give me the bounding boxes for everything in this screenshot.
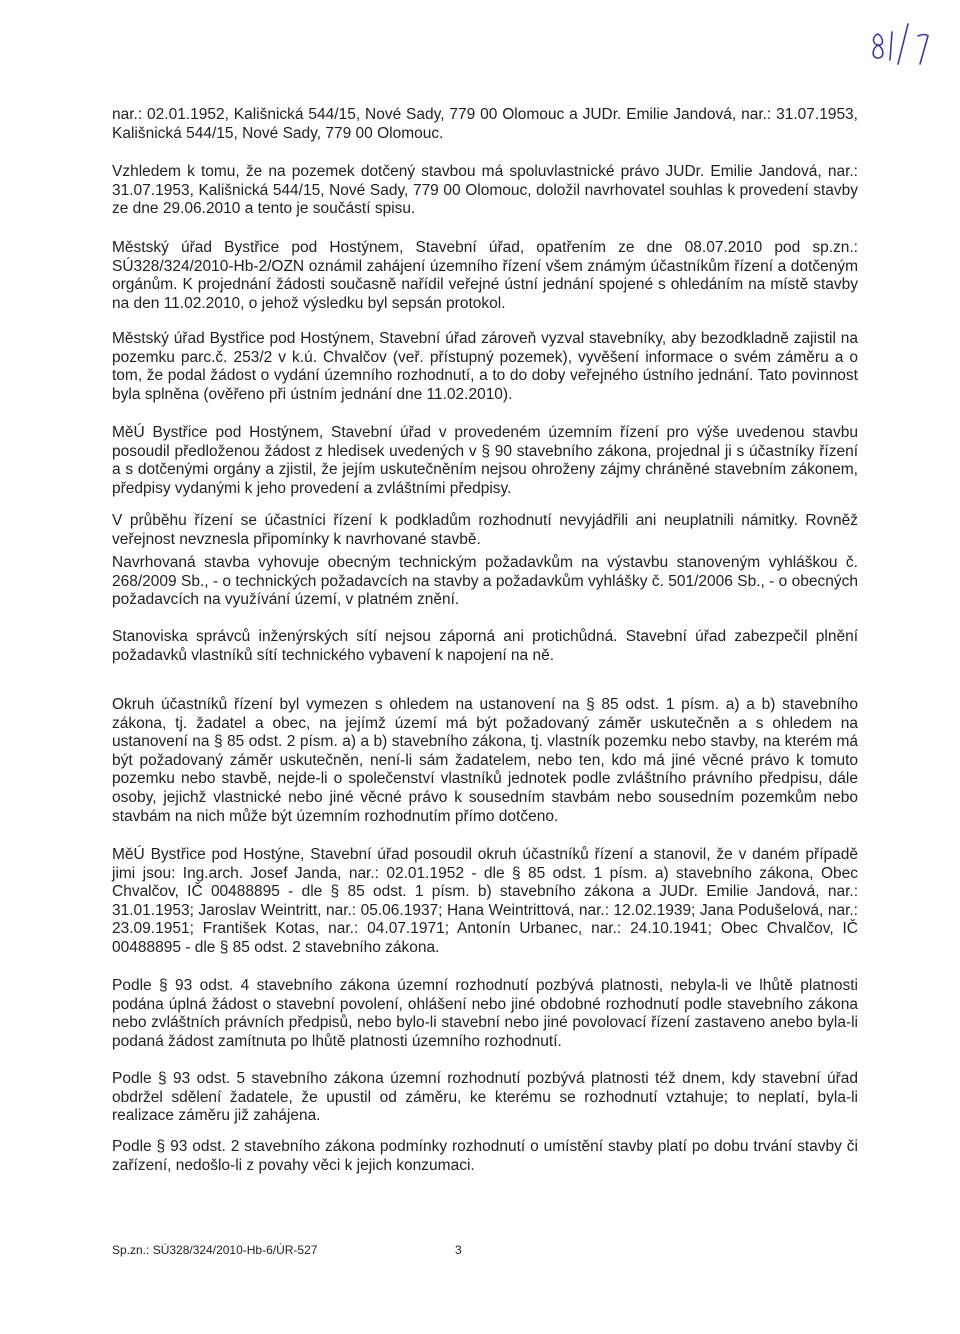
handwritten-page-mark: [868, 20, 938, 66]
paragraph-technical-requirements: Navrhovaná stavba vyhovuje obecným technickým požadavkům na výstavbu stanoveným vyhláškou č. 268/2009 Sb., - o technických požadavcích na stavby a požadavkům vyhlášky č. 501/2006 Sb., - o obecných požadavcích na využívání území, v platném znění.: [112, 554, 858, 609]
paragraph-participants-list: MěÚ Bystřice pod Hostýne, Stavební úřad posoudil okruh účastníků řízení a stanovil, že v daném případě jimi jsou: Ing.arch. Josef Janda, nar.: 02.01.1952 - dle § 85 odst. 1 písm. a) stavebního zákona, Obec Chvalčov, IČ 00488895 - dle § 85 odst. 1 písm. b) stavebního zákona a JUDr. Emilie Jandová, nar.: 31.01.1953; Jaroslav Weintritt, nar.: 05.06.1937; Hana Weintrittová, nar.: 12.02.1939; Jana Podušelová, nar.: 23.09.1951; František Kotas, nar.: 04.07.1971; Antonín Urbanec, nar.: 24.10.1941; Obec Chvalčov, IČ 00488895 - dle § 85 odst. 2 stavebního zákona.: [112, 846, 858, 956]
paragraph-owners-continued: nar.: 02.01.1952, Kališnická 544/15, Nové Sady, 779 00 Olomouc a JUDr. Emilie Jandová, nar.: 31.07.1953, Kališnická 544/15, Nové Sady, 779 00 Olomouc.: [112, 106, 858, 142]
paragraph-validity-section-5: Podle § 93 odst. 5 stavebního zákona územní rozhodnutí pozbývá platnosti též dnem, kdy stavební úřad obdržel sdělení žadatele, že upustil od záměru, ke kterému se rozhodnutí vztahuje; to neplatí, byla-li realizace záměru již zahájena.: [112, 1070, 858, 1125]
paragraph-co-owner-consent: Vzhledem k tomu, že na pozemek dotčený stavbou má spoluvlastnické právo JUDr. Emilie Jandová, nar.: 31.07.1953, Kališnická 544/15, Nové Sady, 779 00 Olomouc, doložil navrhovatel souhlas k provedení stavby ze dne 29.06.2010 a tento je součástí spisu.: [112, 163, 858, 218]
paragraph-no-objections: V průběhu řízení se účastníci řízení k podkladům rozhodnutí nevyjádřili ani neuplatnili námitky. Rovněž veřejnost nevznesla připomínky k navrhované stavbě.: [112, 512, 858, 548]
paragraph-validity-section-4: Podle § 93 odst. 4 stavebního zákona územní rozhodnutí pozbývá platnosti, nebyla-li ve lhůtě platnosti podána úplná žádost o stavební povolení, ohlášení nebo jiné obdobné rozhodnutí podle stavebního zákona nebo zvláštních právních předpisů, nebo bylo-li stavební nebo jiné povolovací řízení zastaveno anebo byla-li podaná žádost zamítnuta po lhůtě platnosti územního rozhodnutí.: [112, 977, 858, 1050]
paragraph-validity-section-2: Podle § 93 odst. 2 stavebního zákona podmínky rozhodnutí o umístění stavby platí po dobu trvání stavby či zařízení, nedošlo-li z povahy věci k jejich konzumaci.: [112, 1138, 858, 1174]
paragraph-public-notice: Městský úřad Bystřice pod Hostýnem, Stavební úřad zároveň vyzval stavebníky, aby bezodkladně zajistil na pozemku parc.č. 253/2 v k.ú. Chvalčov (veř. přístupný pozemek), vyvěšení informace o svém záměru a o tom, že podal žádost o vydání územního rozhodnutí, a to do doby veřejného ústního jednání. Tato povinnost byla splněna (ověřeno při ústním jednání dne 11.02.2010).: [112, 330, 858, 403]
paragraph-utility-statements: Stanoviska správců inženýrských sítí nejsou záporná ani protichůdná. Stavební úřad zabezpečil plnění požadavků vlastníků sítí technického vybavení k napojení na ně.: [112, 628, 858, 664]
paragraph-assessment: MěÚ Bystřice pod Hostýnem, Stavební úřad v provedeném územním řízení pro výše uvedenou stavbu posoudil předloženou žádost z hledisek uvedených v § 90 stavebního zákona, projednal ji s účastníky řízení a s dotčenými orgány a zjistil, že jejím uskutečněním nejsou ohroženy zájmy chráněné stavebním zákonem, předpisy vydanými k jeho provedení a zvláštními předpisy.: [112, 424, 858, 497]
footer-page-number: 3: [455, 1243, 462, 1257]
paragraph-participants-scope: Okruh účastníků řízení byl vymezen s ohledem na ustanovení na § 85 odst. 1 písm. a) a b) stavebního zákona, tj. žadatel a obec, na jejímž území má být požadovaný záměr uskutečněn a s ohledem na ustanovení na § 85 odst. 2 písm. a) a b) stavebního zákona, tj. vlastník pozemku nebo stavby, na kterém má být požadovaný záměr uskutečněn, není-li sám žadatelem, nebo ten, kdo má jiné věcné právo k tomuto pozemku nebo stavbě, nejde-li o společenství vlastníků jednotek podle zvláštního právního předpisu, dále osoby, jejichž vlastnické nebo jiné věcné právo k sousedním stavbám nebo sousedním pozemkům nebo stavbám na nich může být územním rozhodnutím přímo dotčeno.: [112, 696, 858, 825]
paragraph-notice-of-proceedings: Městský úřad Bystřice pod Hostýnem, Stavební úřad, opatřením ze dne 08.07.2010 pod sp.zn.: SÚ328/324/2010-Hb-2/OZN oznámil zahájení územního řízení všem známým účastníkům řízení a dotčeným orgánům. K projednání žádosti současně nařídil veřejné ústní jednání spojené s ohledáním na místě stavby na den 11.02.2010, o jehož výsledku byl sepsán protokol.: [112, 239, 858, 312]
footer-reference: Sp.zn.: SÚ328/324/2010-Hb-6/ÚR-527: [112, 1243, 318, 1257]
